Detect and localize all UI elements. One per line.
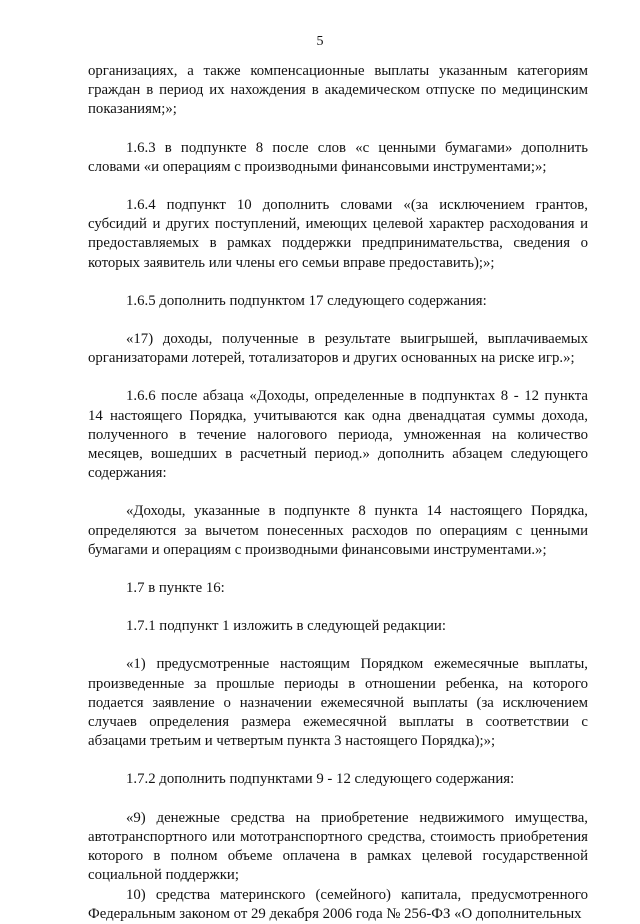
paragraph-item-9: «9) денежные средства на приобретение недвижимого имущества, автотранспортного или мототранспортного средства, стоимость приобретения которого в полном объеме оплачена в рамках целевой государственной социальной поддержки; bbox=[88, 809, 588, 884]
paragraph-1-6-5: 1.6.5 дополнить подпунктом 17 следующего содержания: bbox=[126, 292, 487, 309]
paragraph-item-10: 10) средства материнского (семейного) капитала, предусмотренного Федеральным законом от 29 декабря 2006 года № 256-ФЗ «О дополнительных bbox=[88, 886, 588, 922]
paragraph-1-6-4: 1.6.4 подпункт 10 дополнить словами «(за исключением грантов, субсидий и других поступлений, имеющих целевой характер расходования и предоставляемых в рамках поддержки предпринимательства, сведения о которых заявитель или члены его семьи вправе предоставить);»; bbox=[88, 197, 588, 271]
paragraph-item-17: «17) доходы, полученные в результате выигрышей, выплачиваемых организаторами лотерей, тотализаторов и других основанных на риске игр.»; bbox=[88, 331, 588, 367]
document-body bbox=[88, 62, 588, 924]
paragraph-1-7: 1.7 в пункте 16: bbox=[126, 580, 225, 597]
page-number: 5 bbox=[316, 34, 324, 49]
paragraph-item-1: «1) предусмотренные настоящим Порядком ежемесячные выплаты, произведенные за прошлые периоды в отношении ребенка, на которого подается заявление о назначении ежемесячной выплаты (за исключением случаев определения размера ежемесячной выплаты в соответствии с абзацами третьим и четвертым пункта 3 настоящего Порядка);»; bbox=[88, 656, 588, 750]
paragraph-continuation: организациях, а также компенсационные выплаты указанным категориям граждан в период их нахождения в академическом отпуске по медицинским показаниям;»; bbox=[88, 63, 588, 118]
paragraph-incomes-quote: «Доходы, указанные в подпункте 8 пункта 14 настоящего Порядка, определяются за вычетом понесенных расходов по операциям с ценными бумагами и операциям с производными финансовыми инструментами.»; bbox=[88, 503, 588, 558]
paragraph-1-7-2: 1.7.2 дополнить подпунктами 9 - 12 следующего содержания: bbox=[126, 771, 515, 788]
paragraph-1-6-6: 1.6.6 после абзаца «Доходы, определенные в подпунктах 8 - 12 пункта 14 настоящего Порядка, учитываются как одна двенадцатая суммы дохода, полученного в течение налогового периода, умноженная на количество месяцев, вошедших в расчетный период.» дополнить абзацем следующего содержания: bbox=[88, 388, 588, 482]
paragraph-1-6-3: 1.6.3 в подпункте 8 после слов «с ценными бумагами» дополнить словами «и операциям с производными финансовыми инструментами;»; bbox=[88, 139, 588, 175]
paragraph-1-7-1: 1.7.1 подпункт 1 изложить в следующей редакции: bbox=[126, 618, 446, 635]
